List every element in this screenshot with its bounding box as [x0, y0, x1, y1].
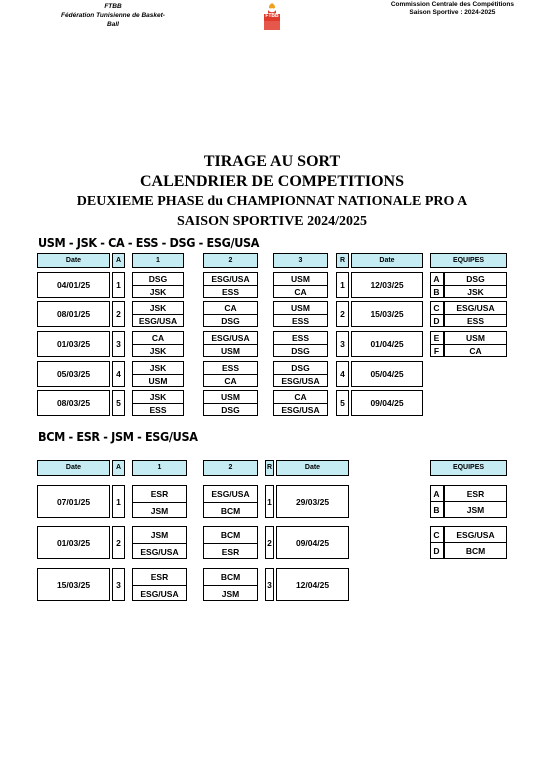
- return-number-text: 2: [267, 537, 272, 548]
- team-name: USM: [466, 333, 485, 343]
- match-col2-team-bottom: CA: [224, 376, 237, 386]
- return-number-text: 1: [340, 280, 345, 290]
- match-col1-team-bottom: USM: [148, 376, 168, 386]
- match-col1-team-bottom: JSM: [150, 506, 169, 516]
- round-number-text: 3: [116, 339, 121, 349]
- match-col1-team-top: ESR: [150, 572, 169, 582]
- header-col2: 2: [203, 253, 258, 268]
- season-line: Saison Sportive : 2024-2025: [409, 9, 496, 16]
- match-col2-team-top: ESG/USA: [211, 333, 250, 343]
- header-col3: 3: [273, 253, 328, 268]
- team-letter: B: [433, 504, 440, 515]
- round-date-text: 08/03/25: [56, 398, 91, 408]
- header-equipes: EQUIPES: [430, 253, 507, 268]
- round-number-text: 3: [116, 579, 121, 590]
- commission-header: [391, 1, 514, 17]
- team-name: JSK: [467, 287, 484, 297]
- match-col1-team-bottom: JSK: [149, 346, 167, 356]
- logo-text: FTBB: [265, 13, 279, 19]
- group2-title: BCM - ESR - JSM - ESG/USA: [38, 429, 198, 444]
- header-a: A: [112, 253, 125, 268]
- header-date: Date: [37, 460, 110, 476]
- round-number-text: 2: [116, 309, 121, 319]
- match-col2-team-top: ESG/USA: [211, 274, 250, 284]
- match-col1-team-top: DSG: [148, 274, 168, 284]
- return-number-text: 3: [340, 339, 345, 349]
- match-col1-team-bottom: ESG/USA: [140, 589, 179, 599]
- team-letter: D: [433, 545, 440, 556]
- round-date-text: 07/01/25: [56, 496, 91, 507]
- round-number-text: 1: [116, 496, 121, 507]
- match-col2-team-bottom: DSG: [221, 316, 240, 326]
- title-line2: CALENDRIER DE COMPETITIONS: [139, 173, 405, 190]
- commission-name: Commission Centrale des Compétitions: [390, 1, 514, 8]
- match-col1-team-top: ESR: [150, 489, 169, 499]
- round-number-text: 1: [116, 280, 121, 290]
- return-number-text: 3: [267, 579, 272, 590]
- team-letter: C: [433, 303, 440, 313]
- team-name: ESG/USA: [456, 303, 495, 313]
- match-col2-team-top: ESG/USA: [211, 489, 250, 499]
- match-col2-team-bottom: DSG: [221, 405, 240, 415]
- title-line3: DEUXIEME PHASE du CHAMPIONNAT NATIONALE PRO A: [76, 194, 468, 209]
- match-col3-team-top: USM: [291, 303, 310, 313]
- header-date-return: Date: [276, 460, 349, 476]
- match-col2-team-top: USM: [221, 392, 240, 402]
- team-letter: E: [433, 333, 440, 343]
- return-date-text: 12/04/25: [295, 579, 330, 590]
- return-date-text: 12/03/25: [370, 280, 404, 290]
- team-letter: A: [433, 274, 440, 284]
- header-equipes: EQUIPES: [430, 460, 507, 476]
- header-col1: 1: [132, 253, 184, 268]
- match-col3-team-bottom: ESS: [291, 316, 309, 326]
- header-r: R: [336, 253, 349, 268]
- header-r: R: [265, 460, 274, 476]
- match-col1-team-bottom: JSK: [149, 287, 167, 297]
- header-col2: 2: [203, 460, 258, 476]
- match-col3-team-bottom: ESG/USA: [281, 405, 320, 415]
- match-col1-team-bottom: ESS: [149, 405, 167, 415]
- return-date-text: 15/03/25: [370, 309, 404, 319]
- match-col2-team-top: CA: [224, 303, 237, 313]
- match-col2-team-bottom: JSM: [221, 589, 240, 599]
- round-date-text: 01/03/25: [56, 339, 91, 349]
- match-col1-team-top: JSK: [149, 392, 167, 402]
- round-date-text: 08/01/25: [56, 309, 91, 319]
- team-name: JSM: [466, 504, 485, 515]
- match-col2-team-bottom: USM: [221, 346, 240, 356]
- header-date-return: Date: [351, 253, 423, 268]
- match-col2-team-top: BCM: [220, 530, 241, 540]
- match-col2-team-bottom: BCM: [220, 506, 241, 516]
- round-date-text: 05/03/25: [56, 369, 91, 379]
- header-date: Date: [37, 253, 110, 268]
- match-col2-team-bottom: ESS: [221, 287, 239, 297]
- return-date-text: 09/04/25: [370, 398, 404, 408]
- return-date-text: 29/03/25: [295, 496, 330, 507]
- match-col2-team-top: BCM: [220, 572, 241, 582]
- match-col3-team-top: ESS: [291, 333, 309, 343]
- return-number-text: 5: [340, 398, 345, 408]
- group1-title: USM - JSK - CA - ESS - DSG - ESG/USA: [38, 235, 260, 250]
- title-line4: SAISON SPORTIVE 2024/2025: [176, 214, 368, 229]
- return-number-text: 2: [340, 309, 345, 319]
- title-line1: TIRAGE AU SORT: [203, 153, 341, 170]
- match-col1-team-bottom: ESG/USA: [140, 547, 179, 557]
- match-col2-team-top: ESS: [221, 363, 239, 373]
- round-number-text: 2: [116, 537, 121, 548]
- document-titles: [0, 152, 544, 232]
- org-short: FTBB: [104, 3, 122, 10]
- team-name: ESG/USA: [456, 529, 495, 540]
- match-col1-team-top: JSK: [149, 303, 167, 313]
- round-date-text: 01/03/25: [56, 537, 91, 548]
- match-col3-team-top: DSG: [291, 363, 310, 373]
- return-date-text: 09/04/25: [295, 537, 330, 548]
- match-col3-team-bottom: DSG: [291, 346, 310, 356]
- match-col1-team-top: JSK: [149, 363, 167, 373]
- return-date-text: 01/04/25: [370, 339, 404, 349]
- match-col2-team-bottom: ESR: [221, 547, 240, 557]
- match-col3-team-top: CA: [294, 392, 307, 402]
- org-full: Fédération Tunisienne de Basket-Ball: [61, 12, 165, 28]
- return-number-text: 1: [267, 496, 272, 507]
- return-date-text: 05/04/25: [370, 369, 404, 379]
- match-col1-team-top: CA: [151, 333, 165, 343]
- team-letter: D: [433, 316, 440, 326]
- match-col3-team-top: USM: [291, 274, 310, 284]
- org-header: [58, 2, 168, 29]
- header-col1: 1: [132, 460, 187, 476]
- match-col3-team-bottom: ESG/USA: [281, 376, 320, 386]
- return-number-text: 4: [340, 369, 345, 379]
- team-name: DSG: [466, 274, 485, 284]
- match-col1-team-top: JSM: [150, 530, 169, 540]
- round-number-text: 5: [116, 398, 121, 408]
- round-date-text: 15/03/25: [56, 579, 91, 590]
- round-date-text: 04/01/25: [56, 280, 91, 290]
- team-name: ESR: [466, 488, 485, 499]
- header-a: A: [112, 460, 125, 476]
- team-name: ESS: [466, 316, 484, 326]
- match-col1-team-bottom: ESG/USA: [138, 316, 178, 326]
- team-name: BCM: [465, 545, 486, 556]
- team-name: CA: [469, 346, 482, 356]
- team-letter: C: [433, 529, 440, 540]
- team-letter: F: [433, 346, 440, 356]
- match-col3-team-bottom: CA: [294, 287, 307, 297]
- team-letter: A: [433, 488, 440, 499]
- round-number-text: 4: [116, 369, 121, 379]
- team-letter: B: [433, 287, 440, 297]
